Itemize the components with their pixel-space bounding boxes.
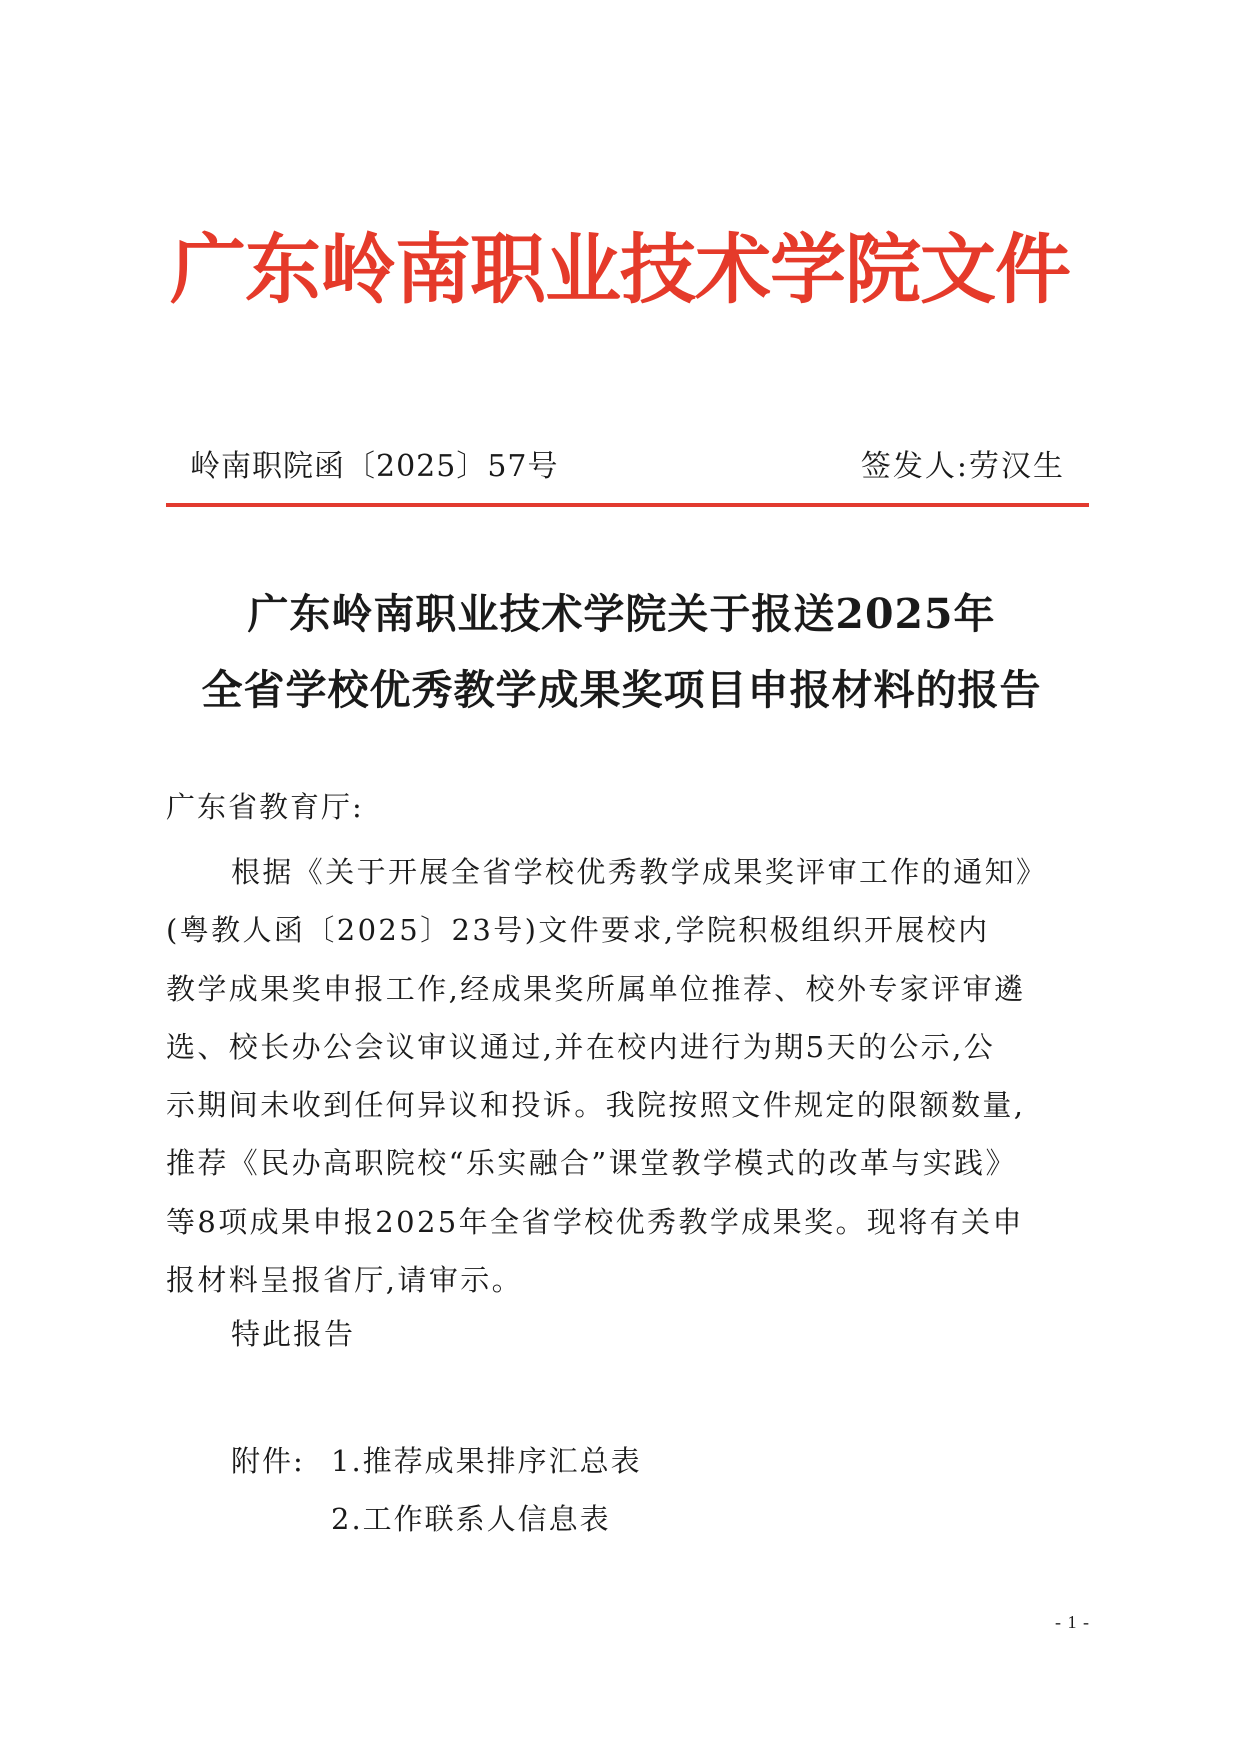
attachment-item: 2.工作联系人信息表	[331, 1502, 611, 1536]
report-title-line-2: 全省学校优秀教学成果奖项目申报材料的报告	[201, 666, 1042, 714]
red-separator-rule	[166, 503, 1089, 507]
closing-remark: 特此报告	[231, 1317, 356, 1351]
body-text	[166, 843, 1089, 1309]
signer	[861, 447, 1065, 487]
attachment-row	[231, 1490, 642, 1548]
attachment-row	[231, 1432, 642, 1490]
signer-name: 劳汉生	[969, 449, 1065, 484]
attachment-item: 1.推荐成果排序汇总表	[331, 1444, 642, 1478]
body-line: 选、校长办公会议审议通过,并在校内进行为期5天的公示,公	[166, 1029, 996, 1064]
masthead-title: 广东岭南职业技术学院文件	[170, 225, 1070, 314]
document-number: 岭南职院函〔2025〕57号	[190, 449, 559, 484]
body-line: 教学成果奖申报工作,经成果奖所属单位推荐、校外专家评审遴	[166, 971, 1026, 1006]
body-line: 等8项成果申报2025年全省学校优秀教学成果奖。现将有关申	[166, 1204, 1024, 1239]
attachments-label: 附件:	[231, 1444, 305, 1478]
body-line: 示期间未收到任何异议和投诉。我院按照文件规定的限额数量,	[166, 1088, 1026, 1123]
body-line: 根据《关于开展全省学校优秀教学成果奖评审工作的通知》	[231, 855, 1048, 889]
document-number-line	[190, 447, 1065, 487]
body-line: (粤教人函〔2025〕23号)文件要求,学院积极组织开展校内	[166, 913, 990, 948]
recipient: 广东省教育厅:	[166, 790, 364, 824]
report-title-line-1: 广东岭南职业技术学院关于报送2025年	[247, 590, 996, 638]
attachments	[231, 1432, 642, 1548]
body-line: 推荐《民办高职院校“乐实融合”课堂教学模式的改革与实践》	[166, 1146, 1017, 1181]
body-line: 报材料呈报省厅,请审示。	[166, 1263, 524, 1298]
page-number: - 1 -	[1055, 1612, 1090, 1632]
signer-label: 签发人:	[860, 449, 969, 484]
